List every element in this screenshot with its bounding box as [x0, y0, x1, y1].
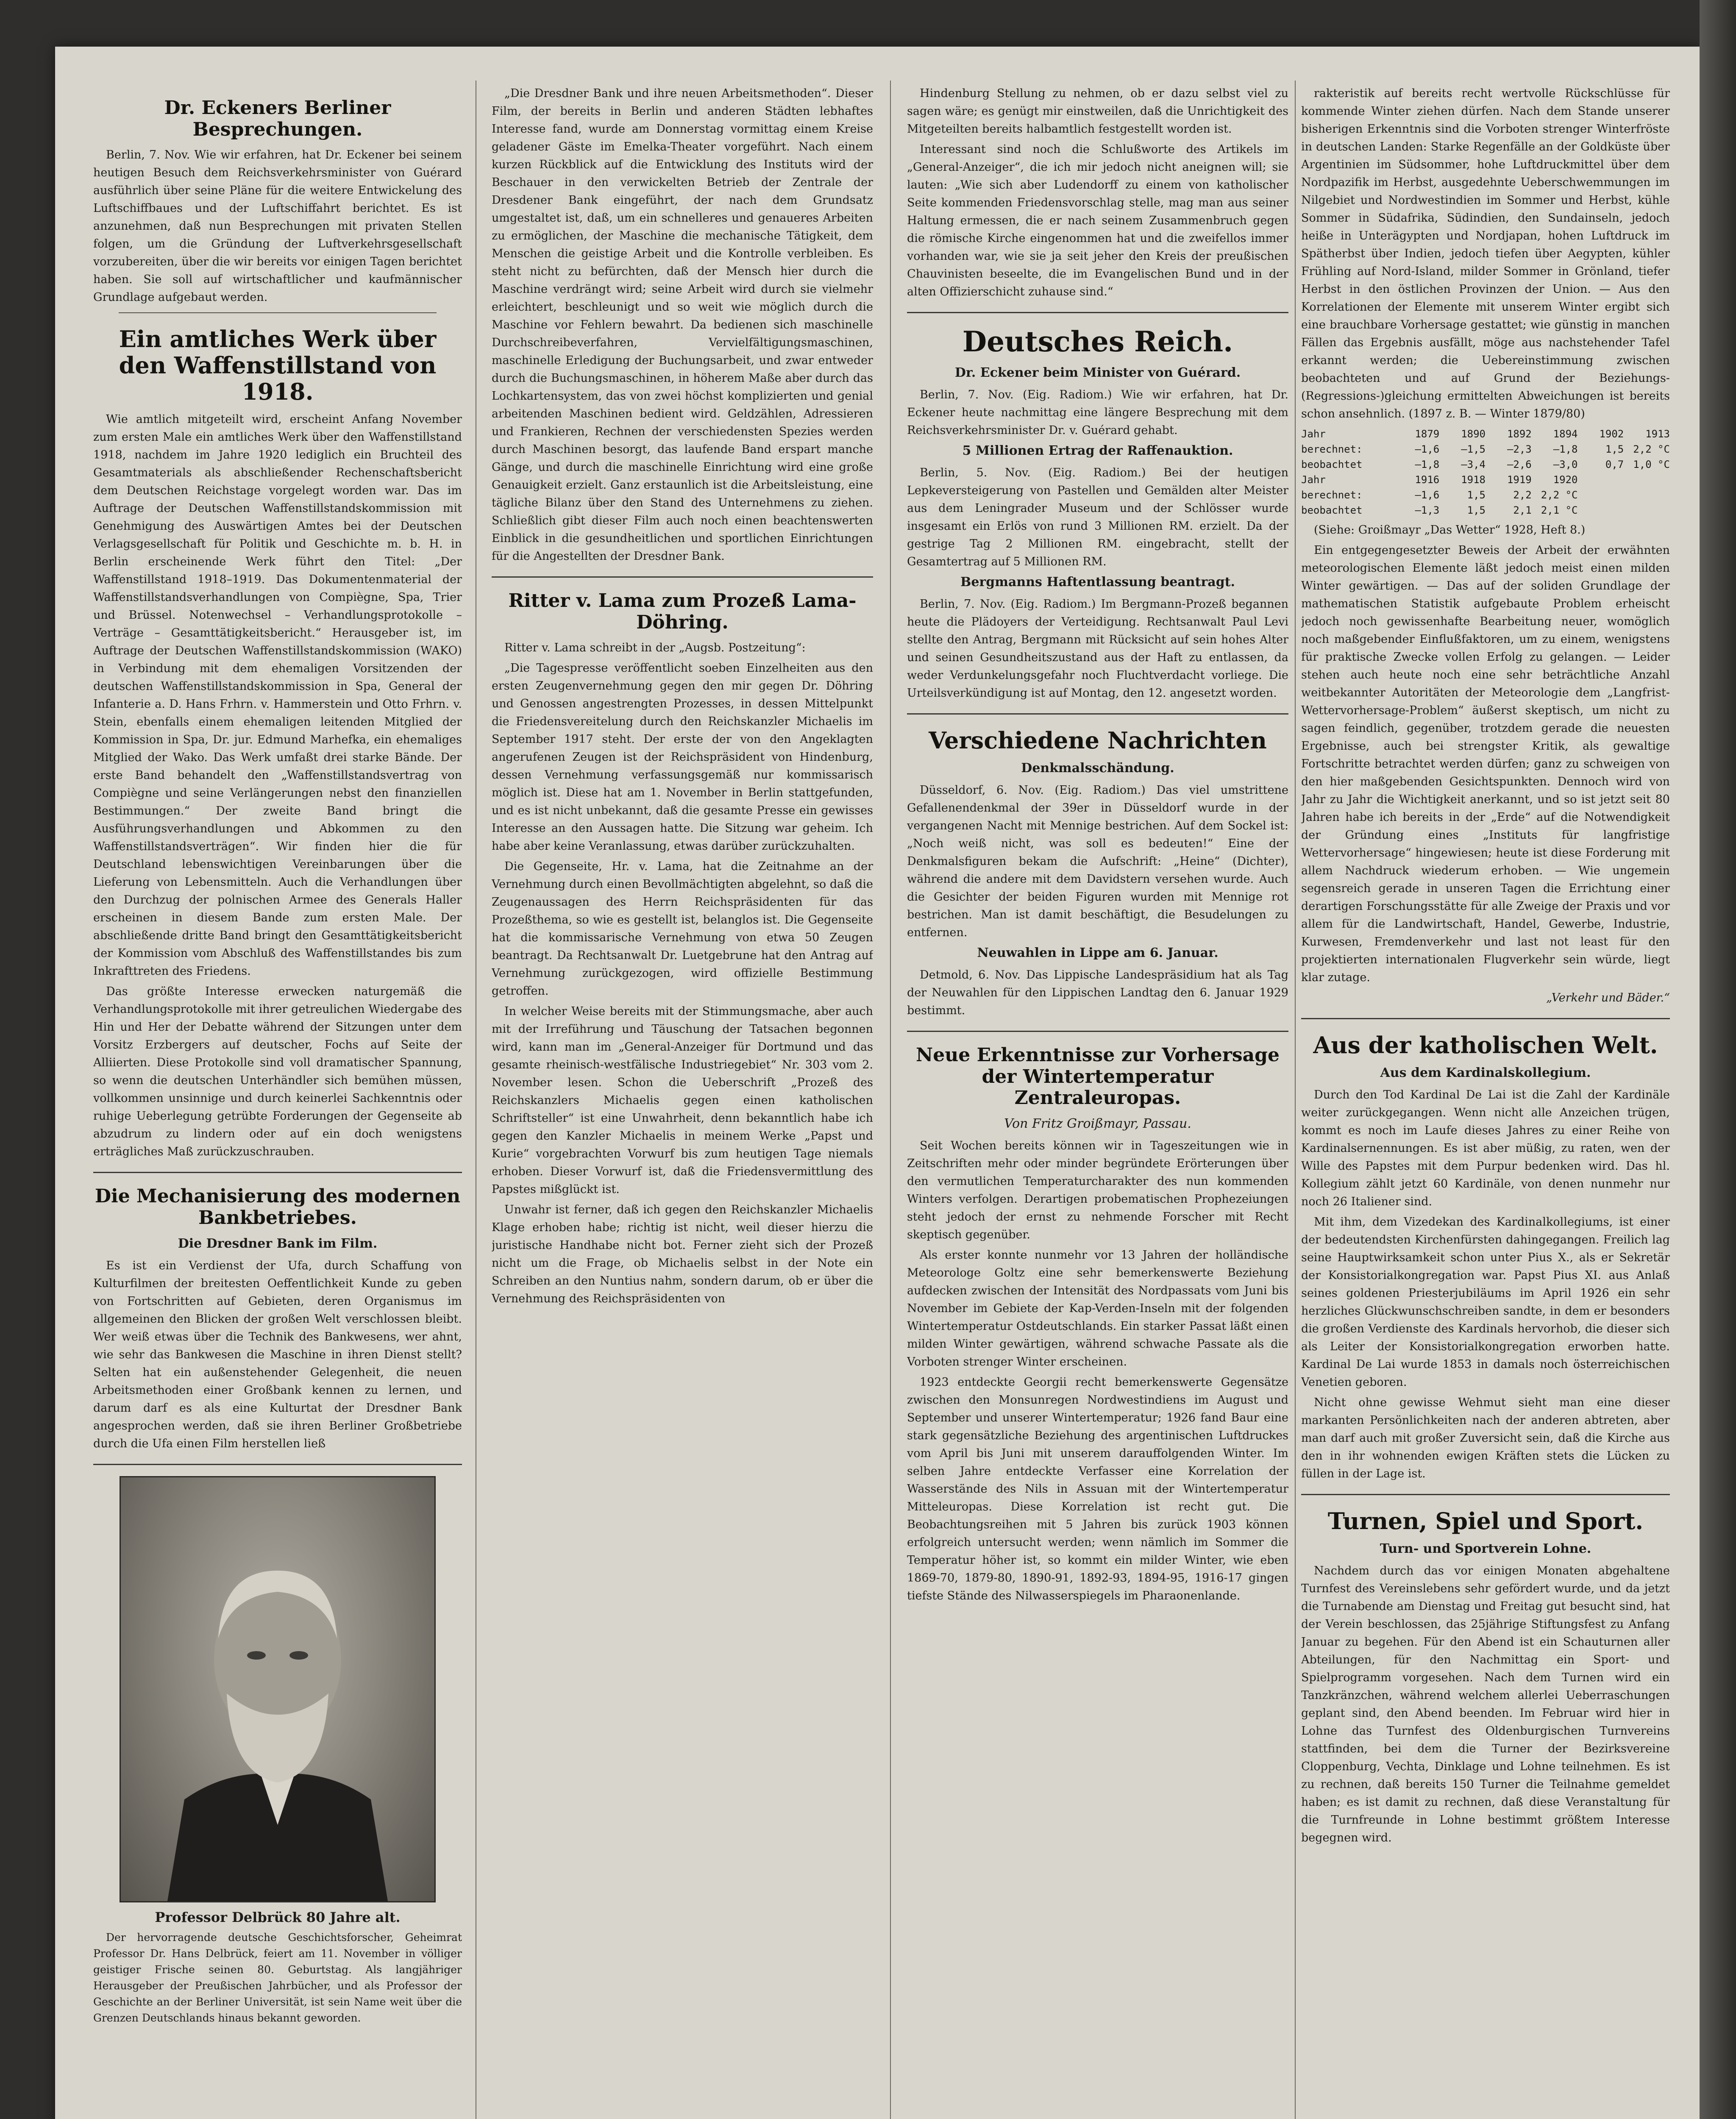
article-text: „Die Dresdner Bank und ihre neuen Arbeitsmethoden“. Dieser Film, der bereits in Berlin und anderen Städten lebhaftes Interesse fand, wurde am Donnerstag vormittag einem Kreise geladener Gäste im Emelka-Theater vorgeführt. Nach einem kurzen Rückblick auf die Entwicklung des Instituts wird der Beschauer in den verwickelten Betrieb der Zentrale der Dresdener Bank eingeführt, der nach dem Grundsatz umgestaltet ist, daß, um ein schnelleres und genaueres Arbeiten zu ermöglichen, der Maschine die mechanische Tätigkeit, dem Menschen die geistige Arbeit und die Kontrolle verbleiben. Es steht nicht zu befürchten, daß der Mensch hier durch die Maschine verdrängt wird; seine Arbeit wird durch sie vielmehr erleichtert, beschleunigt und so weit wie möglich durch die Maschine vor Fehlern bewahrt. Da bedienen sich maschinelle Durchschreibeverfahren, Vervielfältigungsmaschinen, maschinelle Erledigung der Buchungsarbeit, und zwar entweder durch die Buchungsmaschinen, in höherem Maße aber durch das Lochkartensystem, das von zwei höchst komplizierten und genial arbeitenden Maschinen bedient wird. Geldzählen, Adressieren und Frankieren, Rechnen der verschiedensten Spezies werden durch Maschinen besorgt, das laufende Band erspart manche Gänge, und durch die maschinelle Einrichtung wird eine große Genauigkeit erzielt. Ganz erstaunlich ist die Arbeitsleistung, eine tägliche Bilanz über den Stand des Unternehmens zu ziehen. Schließlich gibt dieser Film auch noch einen beachtenswerten Einblick in die gesundheitlichen und sportlichen Einrichtungen für die Angestellten der Dresdner Bank.	[492, 87, 873, 563]
article-text: Nachdem durch das vor einigen Monaten abgehaltene Turnfest des Vereinslebens sehr gefördert wurde, und da jetzt die Turnabende am Dienstag und Freitag gut besucht sind, hat der Verein beschlossen, das 25jährige Stiftungsfest zu Anfang Januar zu begehen. Für den Abend ist ein Schauturnen aller Abteilungen, für den Nachmittag ein Sport- und Spielprogramm vorgesehen. Nach dem Turnen wird ein Tanzkränzchen, während welchem allerlei Ueberraschungen geplant sind, den Abend beenden. Im Februar wird hier in Lohne das Turnfest des Oldenburgischen Turnvereins stattfinden, bei dem die Turner der Bezirksvereine Cloppenburg, Vechta, Dinklage und Lohne teilnehmen. Es ist zu rechnen, daß bereits 150 Turner die Teilnahme gemeldet haben; es ist damit zu rechnen, daß diese Veranstaltung für die Turnfreunde in Lohne bestimmt größtem Interesse begegnen wird.	[1301, 1564, 1670, 1845]
subheadline: Bergmanns Haftentlassung beantragt.	[960, 574, 1235, 590]
column-rule	[1295, 81, 1296, 2119]
article-text: In welcher Weise bereits mit der Stimmungsmache, aber auch mit der Irreführung und Täuschung der Tatsachen begonnen wird, kann man im „General-Anzeiger für Dortmund und das gesamte rheinisch-westfälische Industriegebiet“ Nr. 303 vom 2. November lesen. Schon die Ueberschrift „Prozeß des Reichskanzlers Michaelis gegen einen katholischen Schriftsteller“ ist eine Unwahrheit, denn bekanntlich habe ich gegen den Kanzler Michaelis in meinem Werke „Papst und Kurie“ vorgebrachten Vorwurf bis zum heutigen Tage niemals erhoben. Dieser Vorwurf ist, daß die Friedensvermittlung des Papstes mißglückt ist.	[492, 1005, 873, 1196]
article-text: Das größte Interesse erwecken naturgemäß die Verhandlungsprotokolle mit ihrer getreulichen Wiedergabe des Hin und Her der Debatte während der Sitzungen unter dem Vorsitz Erzbergers auf deutscher, Fochs auf Seite der Alliierten. Diese Protokolle sind voll dramatischer Spannung, so wenn die deutschen Unterhändler sich bemühen müssen, vollkommen unsinnige und durch keinerlei Sachkenntnis oder ruhige Ueberlegung getrübte Forderungen der Gegenseite ab abzudrum zu lindern oder auf ein doch wenigstens erträgliches Maß zurückzuschrauben.	[93, 985, 462, 1159]
article-text: Mit ihm, dem Vizedekan des Kardinalkollegiums, ist einer der bedeutendsten Kirchenfürsten dahingegangen. Freilich lag seine Hauptwirksamkeit schon unter Pius X., als er Sekretär der Konsistorialkongregation war. Papst Pius XI. aus Anlaß seines goldenen Priesterjubiläums im April 1926 ein sehr herzliches Glückwunschschreiben sandte, in dem er besonders die großen Verdienste des Kardinals hervorhob, die dieser sich als Leiter der Konsistorialkongregation erworben hatte. Kardinal De Lai wurde 1853 in damals noch österreichischen Venetien geboren.	[1301, 1215, 1670, 1389]
article-text: Die Gegenseite, Hr. v. Lama, hat die Zeitnahme an der Vernehmung durch einen Bevollmächtigten abgelehnt, so daß die Zeugenaussagen des Herrn Reichspräsidenten für das Prozeßthema, so wie es gestellt ist, belanglos ist. Die Gegenseite hat die kommissarische Vernehmung von etwa 50 Zeugen beantragt. Da Rechtsanwalt Dr. Luetgebrune hat den Antrag auf Vernehmung zurückgezogen, wird offizielle Bestimmung getroffen.	[492, 860, 873, 998]
article-text: Berlin, 5. Nov. (Eig. Radiom.) Bei der heutigen Lepkeversteigerung von Pastellen und Gemälden alter Meister aus dem Leningrader Museum und der Schlösser wurde insgesamt ein Erlös von rund 3 Millionen RM. erzielt. Da der gestrige Tag 2 Millionen RM. eingebracht, stellt der Gesamtertrag auf 5 Millionen RM.	[907, 466, 1288, 568]
headline: Dr. Eckeners Berliner Besprechungen.	[164, 97, 391, 140]
headline: Neue Erkenntnisse zur Vorhersage der Wintertemperatur Zentraleuropas.	[916, 1044, 1280, 1109]
divider	[1301, 1018, 1670, 1019]
subheadline: Neuwahlen in Lippe am 6. Januar.	[977, 945, 1219, 960]
article-text: Unwahr ist ferner, daß ich gegen den Reichskanzler Michaelis Klage erhoben habe; richtig ist nicht, weil dieser hierzu die juristische Handhabe nicht bot. Ferner zieht sich der Prozeß nicht um die Frage, ob Michaelis selbst in der Note ein Schreiben an den Nuntius nahm, sondern darum, ob er über die Vernehmung des Reichspräsidenten von	[492, 1203, 873, 1306]
temperature-table	[1301, 426, 1670, 518]
table-row: beobachtet —1,3 1,5 2,1 2,1 °C	[1301, 504, 1578, 516]
subheadline: Denkmalsschändung.	[1021, 760, 1174, 776]
photo-caption: Professor Delbrück 80 Jahre alt.	[155, 1909, 401, 1925]
subheadline: Dr. Eckener beim Minister von Guérard.	[954, 365, 1241, 380]
article-text: Ein entgegengesetzter Beweis der Arbeit der erwähnten meteorologischen Elemente läßt jedoch meist einen milden Winter gewärtigen. — Das auf der soliden Grundlage der mathematischen Statistik aufgebaute Problem erheischt jedoch noch gewissenhafte Bearbeitung neuer, womöglich noch maßgebender Einflußfaktoren, um zu einem, wenigstens für praktische Zwecke vollen Erfolg zu gelangen. — Leider stehen auch heute noch eine sehr beträchtliche Anzahl weitbekannter Autoritäten der Meteorologie dem „Langfrist-Wettervorhersage-Problem“ äußerst skeptisch, um nicht zu sagen feindlich, gegenüber, trotzdem gerade die neuesten Ergebnisse, auch bei strengster Kritik, als gewaltige Fortschritte betrachtet werden dürfen; ganz zu schweigen von den hier maßgebenden Gesichtspunkten. Dennoch wird von Jahr zu Jahr die Wichtigkeit anerkannt, und so ist jetzt seit 80 Jahren habe ich bereits in der „Erde“ auf die Notwendigkeit der Gründung eines „Instituts für langfristige Wettervorhersage“ hingewiesen; heute ist diese Forderung mit allem Nachdruck wiederum erhoben. — Wie ungemein segensreich gerade in unseren Tagen die Errichtung einer derartigen Forschungsstätte für alle Zweige der Praxis und vor allem für die Landwirtschaft, Handel, Gewerbe, Industrie, Kurwesen, Fremdenverkehr und last not least für den projektierten internationalen Flugverkehr sein würde, liegt klar zutage.	[1301, 544, 1670, 984]
section-heading: Deutsches Reich.	[962, 325, 1233, 358]
article-text: „Die Tagespresse veröffentlicht soeben Einzelheiten aus den ersten Zeugenvernehmung gegen den mir gegen Dr. Döhring und Genossen angestrengten Prozesses, in dessen Mittelpunkt die Friedensvereitelung durch den Reichskanzler Michaelis im September 1917 steht. Der erste der von den Angeklagten angerufenen Zeugen ist der Reichspräsident von Hindenburg, dessen Vernehmung verfassungsgemäß nur kommissarisch möglich ist. Diese hat am 1. November in Berlin stattgefunden, und es ist nicht unbekannt, daß die gesamte Presse ein gewisses Interesse an den Aussagen hatte. Die Sitzung war geheim. Ich habe aber keine Veranlassung, etwas darüber zurückzuhalten.	[492, 662, 873, 853]
article-text: Berlin, 7. Nov. (Eig. Radiom.) Wie wir erfahren, hat Dr. Eckener heute nachmittag eine längere Besprechung mit dem Reichsverkehrsminister Dr. v. Guérard gehabt.	[907, 388, 1288, 437]
divider	[907, 713, 1288, 715]
section-heading: Aus der katholischen Welt.	[1313, 1032, 1658, 1059]
column-3	[907, 85, 1288, 2119]
source-credit: „Verkehr und Bäder.“	[1546, 991, 1670, 1004]
article-text: Hindenburg Stellung zu nehmen, ob er dazu selbst viel zu sagen wäre; es genügt mir einstweilen, daß die Unrichtigkeit des Mitgeteilten bereits halbamtlich festgestellt worden ist.	[907, 87, 1288, 136]
author-line: Von Fritz Groißmayr, Passau.	[1004, 1116, 1191, 1131]
article-text: Interessant sind noch die Schlußworte des Artikels im „General-Anzeiger“, die ich mir jedoch nicht aneignen will; sie lauten: „Wie sich aber Ludendorff zu einem von katholischer Seite kommenden Friedensvorschlag stelle, mag man aus seiner Haltung ermessen, die er nach seinem Zusammenbruch gegen die römische Kirche eingenommen hat und die zweifellos immer vorhanden war, wie sie ja seit jeher den Kreis der preußischen Chauvinisten beseelte, die im Evangelischen Bund und in der alten Offizierschicht zuhause sind.“	[907, 143, 1288, 298]
article-text: Ritter v. Lama schreibt in der „Augsb. Postzeitung“:	[504, 641, 806, 655]
article-text: (Siehe: Groißmayr „Das Wetter“ 1928, Heft 8.)	[1314, 523, 1586, 537]
article-text: rakteristik auf bereits recht wertvolle Rückschlüsse für kommende Winter ziehen dürfen. Nach dem Stande unserer bisherigen Erkenntnis sind die Vorboten strenger Winterfröste in deutschen Landen: Starke Regenfälle an der Goldküste über Argentinien im Südsommer, hohe Luftdruckmittel über dem Nordpazifik im Herbst, ausgedehnte Ueberschwemmungen im Nilgebiet und Nordwestindien im Sommer und Herbst, kühle Sommer in Südafrika, Südindien, den Sundainseln, jedoch heiße in Unterägypten und Nordjapan, hohen Luftdruck im Spätherbst über Indien, jedoch tiefen über Aegypten, kühler Frühling auf Nord-Island, milder Sommer in Grönland, tiefer Herbst in den östlichen Provinzen der Union. — Aus den Korrelationen der Elemente mit unserem Winter ergibt sich eine brauchbare Vorhersage gestattet; wie günstig in manchen Fällen das Ergebnis ausfällt, möge aus nachstehender Tafel erkannt werden; die Uebereinstimmung zwischen beobachteten und auf Grund der Beziehungs-(Regressions-)gleichung ermittelten Abweichungen ist bereits schon ansehnlich. (1897 z. B. — Winter 1879/80)	[1301, 87, 1670, 420]
article-text: Nicht ohne gewisse Wehmut sieht man eine dieser markanten Persönlichkeiten nach der anderen abtreten, aber man darf auch mit großer Zuversicht sein, daß die Kirche aus den in ihr wohnenden ewigen Kräften stets die Lücken zu füllen in der Lage ist.	[1301, 1396, 1670, 1481]
subheadline: 5 Millionen Ertrag der Raffenauktion.	[962, 443, 1233, 458]
article-text: Detmold, 6. Nov. Das Lippische Landespräsidium hat als Tag der Neuwahlen für den Lippischen Landtag den 6. Januar 1929 bestimmt.	[907, 968, 1288, 1017]
section-heading: Verschiedene Nachrichten	[929, 726, 1267, 754]
column-1	[93, 85, 462, 2119]
portrait-photo	[120, 1476, 436, 1902]
table-row: berechnet: —1,6 —1,5 —2,3 —1,8 1,5 2,2 °C	[1301, 443, 1670, 455]
divider	[492, 576, 873, 578]
article-text: Düsseldorf, 6. Nov. (Eig. Radiom.) Das viel umstrittene Gefallenendenkmal der 39er in Düsseldorf wurde in der vergangenen Nacht mit Mennige bestrichen. Auf dem Sockel ist: „Noch weiß nicht, was soll es bedeuten!“ Eine der Denkmalsfiguren bekam die Aufschrift: „Heine“ (Dichter), während die andere mit dem Davidstern versehen wurde. Auch die Gesichter der beiden Figuren wurden mit Mennige rot bestrichen. Man ist damit beschäftigt, die Besudelungen zu entfernen.	[907, 783, 1288, 939]
divider	[907, 1031, 1288, 1032]
column-rule	[890, 81, 891, 2119]
article-text: Seit Wochen bereits können wir in Tageszeitungen wie in Zeitschriften mehr oder minder begründete Erörterungen über den vermutlichen Temperaturcharakter des nun kommenden Winters verfolgen. Derartigen probematischen Prophezeiungen steht jedoch der ernst zu nehmende Forscher mit Recht skeptisch gegenüber.	[907, 1139, 1288, 1241]
article-text: Es ist ein Verdienst der Ufa, durch Schaffung von Kulturfilmen der breitesten Oeffentlichkeit Kunde zu geben von Fortschritten auf Gebieten, deren Organismus im allgemeinen den Blicken der großen Welt verschlossen bleibt. Wer weiß etwas über die Technik des Bankwesens, wer ahnt, wie sehr das Bankwesen die Maschine in ihren Dienst stellt? Selten hat ein außenstehender Gelegenheit, die neuen Arbeitsmethoden einer Großbank kennen zu lernen, und darum darf es als eine Kulturtat der Dresdner Bank angesprochen werden, daß sie ihren Berliner Großbetriebe durch die Ufa einen Film herstellen ließ	[93, 1259, 462, 1450]
article-text: Durch den Tod Kardinal De Lai ist die Zahl der Kardinäle weiter zurückgegangen. Wenn nicht alle Anzeichen trügen, kommt es noch im Laufe dieses Jahres zu einer Reihe von Kardinalsernennungen. Es ist aber müßig, zu raten, wen der Wille des Papstes mit dem Purpur bedenken wird. Das hl. Kollegium zählt jetzt 60 Kardinäle, von denen nunmehr nur noch 26 Italiener sind.	[1301, 1088, 1670, 1209]
table-row: berechnet: —1,6 1,5 2,2 2,2 °C	[1301, 489, 1578, 501]
table-row: Jahr 1916 1918 1919 1920	[1301, 474, 1578, 486]
divider	[93, 1172, 462, 1173]
headline: Die Mechanisierung des modernen Bankbetriebes.	[95, 1185, 461, 1229]
divider	[907, 312, 1288, 313]
article-text: 1923 entdeckte Georgii recht bemerkenswerte Gegensätze zwischen den Monsunregen Nordwestindiens im August und September und unserer Wintertemperatur; 1926 fand Baur eine stark gegensätzliche Beziehung des argentinischen Luftdruckes vom April bis Juni mit unserem darauffolgenden Winter. Im selben Jahre entdeckte Verfasser eine Korrelation der Wasserstände des Nils in Assuan mit der Wintertemperatur Mitteleuropas. Diese Korrelation ist recht gut. Die Beobachtungsreihen mit 5 Jahren bis zurück 1903 können erfolgreich untersucht werden; wenn nämlich im Sommer die Temperatur höher ist, so kommt ein milder Winter, wie eben 1869-70, 1879-80, 1890-91, 1892-93, 1894-95, 1916-17 gingen tiefste Stände des Nilwasserspiegels im Pharaonenlande.	[907, 1375, 1288, 1602]
divider	[119, 312, 437, 313]
subheadline: Aus dem Kardinalskollegium.	[1380, 1065, 1591, 1081]
article-text: Wie amtlich mitgeteilt wird, erscheint Anfang November zum ersten Male ein amtliches Werk über den Waffenstillstand 1918, nachdem im Jahre 1920 lediglich ein Bruchteil des Gesamtmaterials als abschließender Rechenschaftsbericht dem Deutschen Reichstage vorgelegt worden war. Das im Auftrage der Deutschen Waffenstillstandskommission mit Genehmigung des Auswärtigen Amtes bei der Deutschen Verlagsgesellschaft für Politik und Geschichte m. b. H. in Berlin erscheinende Werk führt den Titel: „Der Waffenstillstand 1918–1919. Das Dokumentenmaterial der Waffenstillstandsverhandlungen von Compiègne, Spa, Trier und Brüssel. Notenwechsel – Verhandlungsprotokolle – Verträge – Gesamttätigkeitsbericht.“ Herausgeber ist, im Auftrage der Deutschen Waffenstillstandskommission (WAKO) in Verbindung mit dem ehemaligen Vorsitzenden der deutschen Waffenstillstandskommission in Spa, General der Infanterie a. D. Hans Frhrn. v. Hammerstein und Otto Frhrn. v. Stein, ebenfalls einem ehemaligen leitenden Mitglied der Kommission in Spa, Dr. jur. Edmund Marhefka, ein ehemaliges Mitglied der Wako. Das Werk umfaßt drei starke Bände. Der erste Band behandelt den „Waffenstillstandsvertrag von Compiègne und seine Verlängerungen nebst den finanziellen Bestimmungen.“ Der zweite Band bringt die Ausführungsverhandlungen und Abkommen zu den Waffenstillstandsverträgen“. Wir finden hier die für Deutschland lebenswichtigen Vereinbarungen über die Lieferung von Lebensmitteln. Auch die Verhandlungen über den Durchzug der polnischen Armee des Generals Haller erscheinen in diesem Bande zum ersten Male. Der abschließende dritte Band bringt den Gesamttätigkeitsbericht der Kommission vom Abschluß des Waffenstillstandes bis zum Inkrafttreten des Friedens.	[93, 413, 462, 978]
binding-gutter	[1700, 0, 1736, 2119]
divider	[93, 1464, 462, 1465]
headline: Ritter v. Lama zum Prozeß Lama-Döhring.	[508, 590, 857, 633]
caption-text: Der hervorragende deutsche Geschichtsforscher, Geheimrat Professor Dr. Hans Delbrück, feiert am 11. November in völliger geistiger Frische seinen 80. Geburtstag. Als langjähriger Herausgeber der Preußischen Jahrbücher, und als Professor der Geschichte an der Berliner Universität, ist sein Name weit über die Grenzen Deutschlands hinaus bekannt geworden.	[93, 1931, 462, 2024]
subheadline: Turn- und Sportverein Lohne.	[1380, 1541, 1591, 1557]
article-text: Berlin, 7. Nov. Wie wir erfahren, hat Dr. Eckener bei seinem heutigen Besuch dem Reichsverkehrsminister von Guérard ausführlich über seine Pläne für die weitere Entwickelung des Luftschiffbaues und der Luftschiffahrt berichtet. Es ist anzunehmen, daß nun Besprechungen mit privaten Stellen folgen, um die Gründung der Luftverkehrsgesellschaft vorzubereiten, über die wir bereits vor einigen Tagen berichtet haben. Sie soll auf wirtschaftlicher und kaufmännischer Grundlage aufgebaut werden.	[93, 148, 462, 304]
subheadline: Die Dresdner Bank im Film.	[178, 1236, 378, 1251]
article-text: Als erster konnte nunmehr vor 13 Jahren der holländische Meteorologe Goltz eine sehr bemerkenswerte Beziehung aufdecken zwischen der Intensität des Nordpassats vom Juni bis November im Gebiete der Kap-Verden-Inseln mit der folgenden Wintertemperatur Ostdeutschlands. Ein starker Passat läßt einen milden Winter gewärtigen, während schwache Passate als die Vorboten strenger Winter erscheinen.	[907, 1248, 1288, 1368]
table-row: Jahr 1879 1890 1892 1894 1902 1913	[1301, 428, 1670, 440]
portrait-figure	[121, 1477, 434, 1901]
divider	[1301, 1494, 1670, 1495]
column-2	[492, 85, 873, 2119]
headline: Ein amtliches Werk über den Waffenstillstand von 1918.	[119, 325, 437, 406]
table-row: beobachtet —1,8 —3,4 —2,6 —3,0 0,7 1,0 °C	[1301, 459, 1670, 470]
article-text: Berlin, 7. Nov. (Eig. Radiom.) Im Bergmann-Prozeß begannen heute die Plädoyers der Verteidigung. Rechtsanwalt Paul Levi stellte den Antrag, Bergmann mit Rücksicht auf sein hohes Alter und seinen Gesundheitszustand aus der Haft zu entlassen, da weder Verdunkelungsgefahr noch Fluchtverdacht vorliege. Die Urteilsverkündigung ist auf Montag, den 12. angesetzt worden.	[907, 597, 1288, 700]
section-heading: Turnen, Spiel und Sport.	[1327, 1507, 1644, 1535]
column-4	[1301, 85, 1670, 2119]
